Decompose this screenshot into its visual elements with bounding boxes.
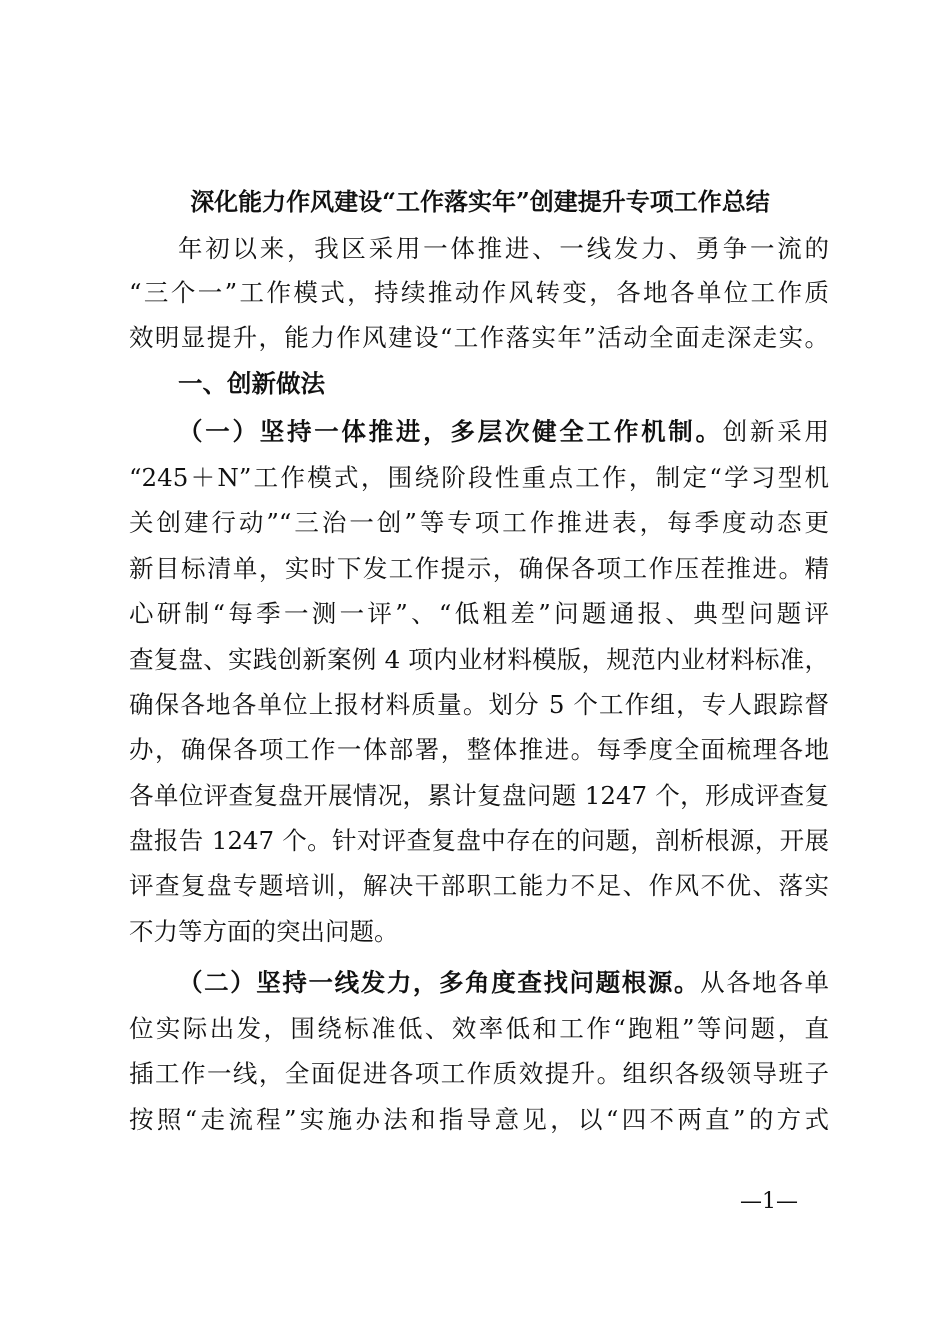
sub1-line: 关创建行动”“三治一创”等专项工作推进表，每季度动态更	[129, 508, 829, 537]
sub1-line: 办，确保各项工作一体部署，整体推进。每季度全面梳理各地	[129, 735, 829, 764]
sub2-first-line	[178, 963, 829, 1003]
page-number: —1—	[740, 1189, 798, 1214]
document-title: 深化能力作风建设“工作落实年”创建提升专项工作总结	[190, 187, 770, 216]
sub2-line: 位实际出发，围绕标准低、效率低和工作“跑粗”等问题，直	[129, 1014, 829, 1043]
sub1-first-line	[178, 412, 829, 452]
sub2-heading: （二）坚持一线发力，多角度查找问题根源。	[178, 968, 701, 997]
sub1-line: “245＋N”工作模式，围绕阶段性重点工作，制定“学习型机	[129, 463, 829, 492]
sub1-line: 盘报告 1247 个。针对评查复盘中存在的问题，剖析根源，开展	[129, 826, 829, 855]
sub1-line: 新目标清单，实时下发工作提示，确保各项工作压茬推进。精	[129, 554, 829, 583]
section-heading: 一、创新做法	[178, 369, 325, 398]
sub1-line: 不力等方面的突出问题。	[129, 917, 399, 946]
sub2-first-line-rest: 从各地各单	[700, 968, 830, 997]
sub1-line: 心研制“每季一测一评”、“低粗差”问题通报、典型问题评	[129, 599, 829, 628]
intro-line-1: 年初以来，我区采用一体推进、一线发力、勇争一流的	[178, 234, 829, 263]
sub1-first-line-rest: 创新采用	[722, 417, 829, 446]
sub1-heading: （一）坚持一体推进，多层次健全工作机制。	[178, 417, 723, 446]
intro-line-3: 效明显提升，能力作风建设“工作落实年”活动全面走深走实。	[129, 323, 829, 352]
intro-line-2: “三个一”工作模式，持续推动作风转变，各地各单位工作质	[129, 278, 829, 307]
sub2-line: 按照“走流程”实施办法和指导意见，以“四不两直”的方式	[129, 1105, 829, 1134]
sub1-line: 各单位评查复盘开展情况，累计复盘问题 1247 个，形成评查复	[129, 781, 829, 810]
sub1-line: 确保各地各单位上报材料质量。划分 5 个工作组，专人跟踪督	[129, 690, 829, 719]
sub1-line: 评查复盘专题培训，解决干部职工能力不足、作风不优、落实	[129, 871, 829, 900]
sub2-line: 插工作一线，全面促进各项工作质效提升。组织各级领导班子	[129, 1059, 829, 1088]
sub1-line: 查复盘、实践创新案例 4 项内业材料模版，规范内业材料标准，	[129, 645, 829, 674]
